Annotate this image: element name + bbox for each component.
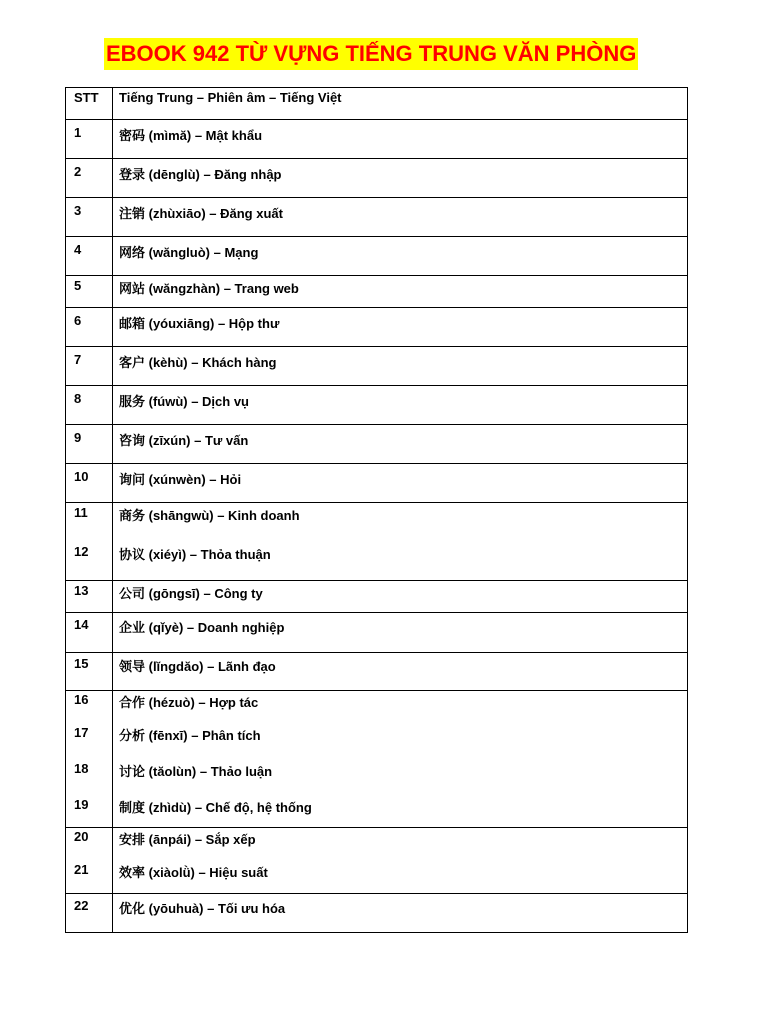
table-header-row bbox=[66, 88, 687, 119]
entry-term: 咨询 (zīxún) – Tư vấn bbox=[119, 433, 249, 448]
table-row bbox=[66, 893, 687, 932]
entry-number: 9 bbox=[74, 430, 82, 445]
entry-term: 企业 (qǐyè) – Doanh nghiệp bbox=[119, 620, 285, 635]
column-divider bbox=[112, 159, 113, 197]
entry-term: 登录 (dēnglù) – Đăng nhập bbox=[119, 167, 282, 182]
entry-number: 13 bbox=[74, 583, 89, 598]
table-row bbox=[66, 612, 687, 652]
entry-term: 领导 (lĭngdăo) – Lãnh đạo bbox=[119, 659, 276, 674]
entry-number: 5 bbox=[74, 278, 82, 293]
entry-term: 询问 (xúnwèn) – Hỏi bbox=[119, 472, 242, 487]
entry-number: 2 bbox=[74, 164, 82, 179]
entry-number: 22 bbox=[74, 898, 89, 913]
entry-number: 3 bbox=[74, 203, 82, 218]
entry-term: 协议 (xiéyì) – Thỏa thuận bbox=[119, 547, 271, 562]
table-row bbox=[66, 463, 687, 502]
table-row bbox=[66, 424, 687, 463]
table-row bbox=[66, 385, 687, 424]
entry-number: 8 bbox=[74, 391, 82, 406]
table-row bbox=[66, 502, 687, 580]
entry-term: 商务 (shāngwù) – Kinh doanh bbox=[119, 508, 300, 523]
table-row bbox=[66, 346, 687, 385]
column-divider bbox=[112, 425, 113, 463]
table-row bbox=[66, 236, 687, 275]
entry-number: 11 bbox=[74, 505, 88, 520]
entry-term: 效率 (xiàolǜ) – Hiệu suất bbox=[119, 865, 268, 880]
entry-term: 客户 (kèhù) – Khách hàng bbox=[119, 355, 277, 370]
entry-number: 6 bbox=[74, 313, 82, 328]
entry-number: 12 bbox=[74, 544, 89, 559]
entry-term: 注销 (zhùxiāo) – Đăng xuất bbox=[119, 206, 283, 221]
table-row bbox=[66, 652, 687, 690]
entry-term: 服务 (fúwù) – Dịch vụ bbox=[119, 394, 250, 409]
entry-term: 优化 (yōuhuà) – Tối ưu hóa bbox=[119, 901, 286, 916]
column-divider bbox=[112, 237, 113, 275]
column-divider bbox=[112, 503, 113, 580]
column-divider bbox=[112, 691, 113, 827]
entry-term: 密码 (mìmă) – Mật khẩu bbox=[119, 128, 263, 143]
column-divider bbox=[112, 386, 113, 424]
column-divider bbox=[112, 464, 113, 502]
table-row bbox=[66, 580, 687, 612]
entry-number: 1 bbox=[74, 125, 82, 140]
entry-term: 网站 (wăngzhàn) – Trang web bbox=[119, 281, 299, 296]
entry-number: 4 bbox=[74, 242, 82, 257]
entry-number: 21 bbox=[74, 862, 89, 877]
column-divider bbox=[112, 581, 113, 612]
entry-term: 安排 (ānpái) – Sắp xếp bbox=[119, 832, 256, 847]
table-row bbox=[66, 158, 687, 197]
vocab-table bbox=[65, 87, 688, 933]
column-divider bbox=[112, 120, 113, 158]
entry-term: 合作 (hézuò) – Hợp tác bbox=[119, 695, 259, 710]
entry-term: 讨论 (tăolùn) – Thảo luận bbox=[119, 764, 273, 779]
table-row bbox=[66, 307, 687, 346]
table-row bbox=[66, 275, 687, 307]
entry-term: 制度 (zhìdù) – Chế độ, hệ thống bbox=[119, 800, 312, 815]
entry-number: 18 bbox=[74, 761, 89, 776]
column-divider bbox=[112, 198, 113, 236]
column-divider bbox=[112, 653, 113, 690]
table-row bbox=[66, 827, 687, 893]
entry-term: 网络 (wăngluò) – Mạng bbox=[119, 245, 259, 260]
entry-term: 公司 (gōngsī) – Công ty bbox=[119, 586, 263, 601]
entry-term: 分析 (fēnxī) – Phân tích bbox=[119, 728, 261, 743]
table-row bbox=[66, 119, 687, 158]
column-divider bbox=[112, 828, 113, 893]
header-description: Tiếng Trung – Phiên âm – Tiếng Việt bbox=[119, 90, 342, 105]
column-divider bbox=[112, 894, 113, 932]
entry-number: 19 bbox=[74, 797, 89, 812]
page-title: EBOOK 942 TỪ VỰNG TIẾNG TRUNG VĂN PHÒNG bbox=[104, 38, 638, 70]
entry-number: 17 bbox=[74, 725, 89, 740]
column-divider bbox=[112, 613, 113, 652]
entry-number: 7 bbox=[74, 352, 82, 367]
entry-number: 16 bbox=[74, 692, 89, 707]
column-divider bbox=[112, 308, 113, 346]
table-row bbox=[66, 197, 687, 236]
column-divider bbox=[112, 347, 113, 385]
entry-term: 邮箱 (yóuxiāng) – Hộp thư bbox=[119, 316, 280, 331]
column-divider bbox=[112, 88, 113, 119]
header-stt: STT bbox=[74, 90, 99, 105]
table-row bbox=[66, 690, 687, 827]
column-divider bbox=[112, 276, 113, 307]
entry-number: 10 bbox=[74, 469, 89, 484]
entry-number: 20 bbox=[74, 829, 89, 844]
entry-number: 15 bbox=[74, 656, 89, 671]
entry-number: 14 bbox=[74, 617, 89, 632]
